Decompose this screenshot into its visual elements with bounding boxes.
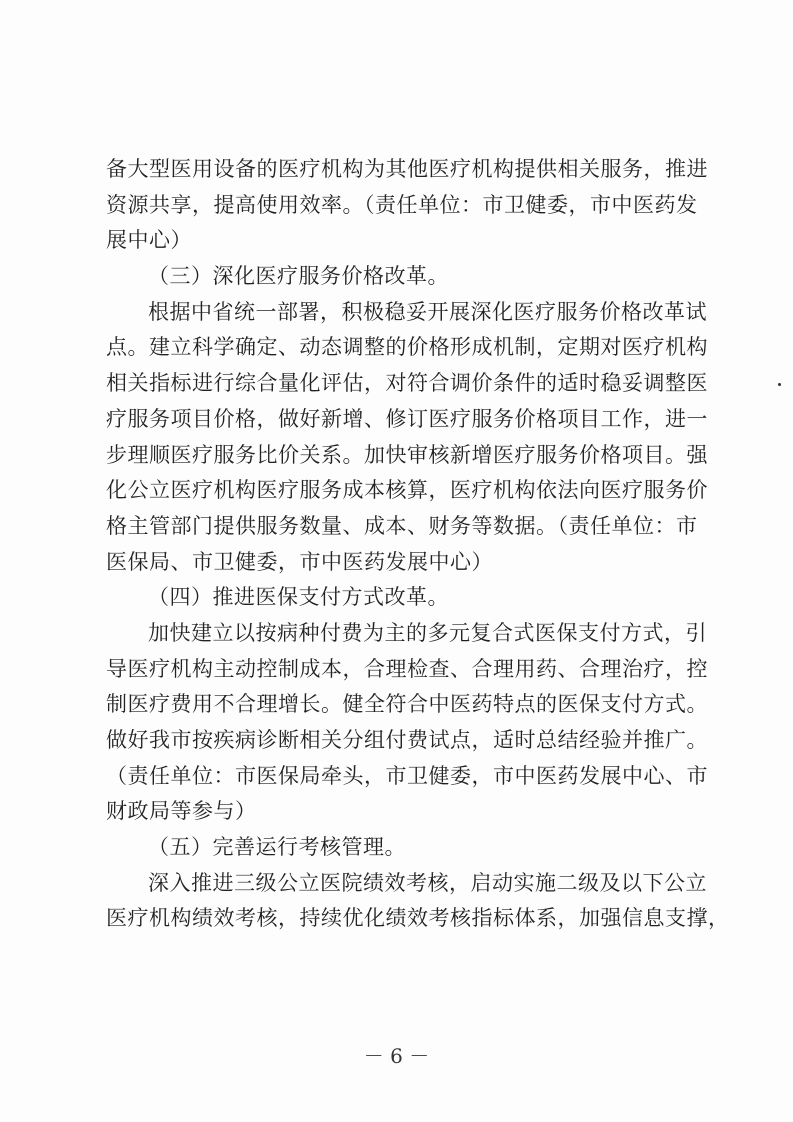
section-heading-3: （三）深化医疗服务价格改革。 xyxy=(148,264,449,289)
section-heading-4: （四）推进医保支付方式改革。 xyxy=(148,585,449,610)
paragraph-line: 疗服务项目价格，做好新增、修订医疗服务价格项目工作，进一 xyxy=(106,406,708,431)
paragraph-line: 加快建立以按病种付费为主的多元复合式医保支付方式，引 xyxy=(148,620,707,645)
paragraph-line: 格主管部门提供服务数量、成本、财务等数据。（责任单位：市 xyxy=(106,513,698,538)
paragraph-line: 资源共享，提高使用效率。（责任单位：市卫健委，市中医药发 xyxy=(106,192,698,217)
paragraph-line: 备大型医用设备的医疗机构为其他医疗机构提供相关服务，推进 xyxy=(106,157,708,181)
paragraph-line: 制医疗费用不合理增长。健全符合中医药特点的医保支付方式。 xyxy=(106,692,708,717)
paragraph-line: 财政局等参与） xyxy=(106,799,257,824)
scan-speck xyxy=(778,383,781,386)
body-text xyxy=(106,152,730,937)
paragraph-line: 相关指标进行综合量化评估，对符合调价条件的适时稳妥调整医 xyxy=(106,371,708,396)
section-heading-5: （五）完善运行考核管理。 xyxy=(148,835,406,860)
paragraph-line: 根据中省统一部署，积极稳妥开展深化医疗服务价格改革试 xyxy=(148,299,707,324)
paragraph-line: 化公立医疗机构医疗服务成本核算，医疗机构依法向医疗服务价 xyxy=(106,478,708,503)
paragraph-line: 点。建立科学确定、动态调整的价格形成机制，定期对医疗机构 xyxy=(106,335,708,360)
paragraph-line: 步理顺医疗服务比价关系。加快审核新增医疗服务价格项目。强 xyxy=(106,442,708,467)
paragraph-line: 导医疗机构主动控制成本，合理检查、合理用药、合理治疗，控 xyxy=(106,656,708,681)
paragraph-line: 深入推进三级公立医院绩效考核，启动实施二级及以下公立 xyxy=(148,870,707,895)
paragraph-line: 医保局、市卫健委，市中医药发展中心） xyxy=(106,549,493,574)
paragraph-line: 展中心） xyxy=(106,228,192,253)
paragraph-line: 做好我市按疾病诊断相关分组付费试点，适时总结经验并推广。 xyxy=(106,728,708,752)
page-number: － 6 － xyxy=(363,1044,430,1068)
paragraph-line: （责任单位：市医保局牵头，市卫健委，市中医药发展中心、市 xyxy=(106,763,708,788)
paragraph-line: 医疗机构绩效考核，持续优化绩效考核指标体系，加强信息支撑， xyxy=(106,906,730,931)
